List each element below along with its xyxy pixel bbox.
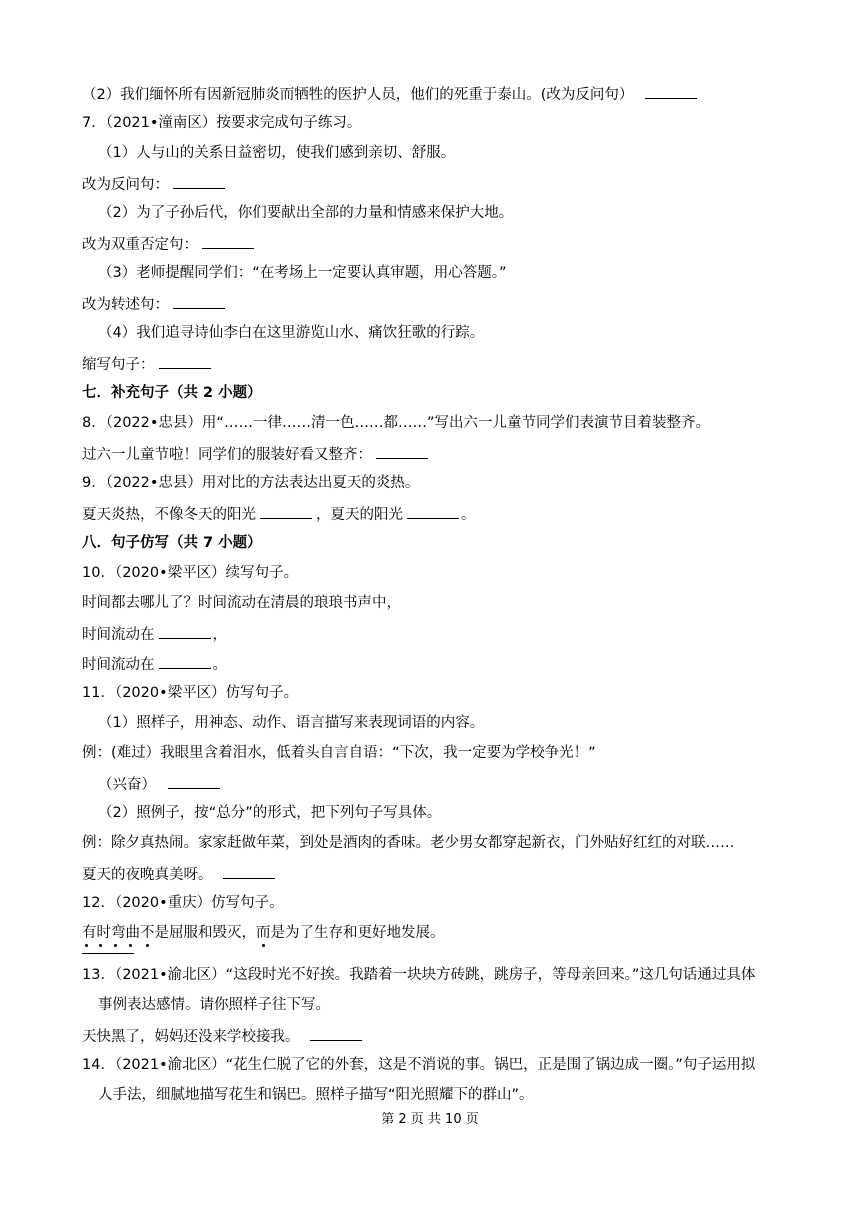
section-7-heading: 七．补充句子（共 2 小题） <box>82 385 262 401</box>
q14-title-cont: 人手法，细腻地描写花生和锅巴。照样子描写“阳光照耀下的群山”。 <box>98 1087 534 1103</box>
answer-blank <box>376 444 428 459</box>
example-text: 不 <box>140 925 155 941</box>
answer-blank <box>82 953 134 954</box>
q11-sub2-example: 例：除夕真热闹。家家赶做年菜，到处是酒肉的香味。老少男女都穿起新衣，门外贴好红红的对联…… <box>82 835 735 851</box>
q11-sub2-answer <box>82 864 782 884</box>
answer-prompt: 改为双重否定句： <box>82 237 198 253</box>
answer-prompt: 改为反问句： <box>82 177 169 193</box>
q11-title: 11．（2020•梁平区）仿写句子。 <box>82 685 299 701</box>
answer-prompt: 过六一儿童节啦！同学们的服装好看又整齐： <box>82 447 372 463</box>
emphasis-dot <box>85 944 88 947</box>
answer-prompt: 时间流动在 <box>82 627 155 643</box>
q10-example: 时间都去哪儿了？时间流动在清晨的琅琅书声中， <box>82 595 401 611</box>
q10-answer-2 <box>82 654 782 674</box>
answer-blank <box>223 864 275 879</box>
emphasis-dot <box>146 944 149 947</box>
q11-sub1-answer <box>98 774 798 794</box>
emphasis-word <box>140 925 155 941</box>
emphasis-dot <box>99 944 102 947</box>
answer-prompt: 天快黑了，妈妈还没来学校接我。 <box>82 1029 300 1045</box>
example-text: 是屈服和毁灭， <box>154 925 256 941</box>
q14-title: 14．（2021•渝北区）“花生仁脱了它的外套，这是不消说的事。锅巴，正是围了锅边成一圈。”句子运用拟 <box>82 1057 756 1073</box>
q6-sub2-text: （2）我们缅怀所有因新冠肺炎而牺牲的医护人员，他们的死重于泰山。(改为反问句） <box>82 87 634 103</box>
q7-sub2-answer <box>82 234 782 254</box>
answer-prompt: （兴奋） <box>98 777 156 793</box>
punctuation: ， <box>212 627 227 643</box>
answer-prompt: 缩写句子： <box>82 357 155 373</box>
emphasis-dot <box>114 944 117 947</box>
q8-answer <box>82 444 782 464</box>
q11-sub1-example: 例：(难过）我眼里含着泪水，低着头自言自语：“下次，我一定要为学校争光！” <box>82 745 596 761</box>
example-text: 而 <box>256 925 271 941</box>
example-text: 有时弯曲 <box>82 925 140 941</box>
q10-title: 10．（2020•梁平区）续写句子。 <box>82 565 299 581</box>
answer-blank <box>168 774 220 789</box>
answer-blank <box>159 654 211 669</box>
answer-blank <box>159 624 211 639</box>
answer-prompt: 夏天炎热，不像冬天的阳光 <box>82 507 256 523</box>
q7-sub1: （1）人与山的关系日益密切，使我们感到亲切、舒服。 <box>98 145 456 161</box>
punctuation: 。 <box>461 507 476 523</box>
q7-sub4-answer <box>82 354 782 374</box>
punctuation: 。 <box>212 657 227 673</box>
example-text: 是为了生存和更好地发展。 <box>270 925 445 941</box>
q13-title-cont: 事例表达感情。请你照样子往下写。 <box>98 997 330 1013</box>
q13-title: 13．（2021•渝北区）“这段时光不好挨。我踏着一块块方砖跳，跳房子，等母亲回来。”这几句话通过具体 <box>82 967 756 983</box>
answer-prompt: 夏天的夜晚真美呀。 <box>82 867 213 883</box>
q12-example <box>82 924 782 942</box>
q12-title: 12．（2020•重庆）仿写句子。 <box>82 895 284 911</box>
answer-blank <box>260 504 312 519</box>
answer-blank <box>202 234 254 249</box>
answer-blank <box>310 1026 362 1041</box>
answer-prompt: ，夏天的阳光 <box>316 507 403 523</box>
q6-sub2 <box>82 84 782 104</box>
q11-sub2: （2）照例子，按“总分”的形式，把下列句子写具体。 <box>98 805 442 821</box>
answer-blank <box>173 174 225 189</box>
q8-title: 8．（2022•忠县）用“……一律……清一色……都……”写出六一儿童节同学们表演节目着装整齐。 <box>82 415 710 431</box>
answer-prompt: 时间流动在 <box>82 657 155 673</box>
q13-answer <box>82 1026 782 1046</box>
emphasis-run <box>82 925 140 941</box>
q7-sub4: （4）我们追寻诗仙李白在这里游览山水、痛饮狂歌的行踪。 <box>98 325 485 341</box>
q7-title: 7．（2021•潼南区）按要求完成句子练习。 <box>82 115 362 131</box>
q7-sub2: （2）为了子孙后代，你们要献出全部的力量和情感来保护大地。 <box>98 205 514 221</box>
answer-prompt: 改为转述句： <box>82 297 169 313</box>
q9-answer <box>82 504 782 524</box>
q7-sub3-answer <box>82 294 782 314</box>
section-8-heading: 八．句子仿写（共 7 小题） <box>82 535 262 551</box>
answer-blank <box>407 504 459 519</box>
page-footer: 第 2 页 共 10 页 <box>381 1112 479 1127</box>
emphasis-dot <box>262 944 265 947</box>
answer-blank <box>159 354 211 369</box>
q10-answer-1 <box>82 624 782 644</box>
q11-sub1: （1）照样子，用神态、动作、语言描写来表现词语的内容。 <box>98 715 485 731</box>
q7-sub1-answer <box>82 174 782 194</box>
emphasis-dot <box>129 944 132 947</box>
emphasis-word <box>256 925 271 941</box>
q7-sub3: （3）老师提醒同学们：“在考场上一定要认真审题，用心答题。” <box>98 265 507 281</box>
answer-blank <box>173 294 225 309</box>
answer-blank <box>645 84 697 99</box>
q9-title: 9．（2022•忠县）用对比的方法表达出夏天的炎热。 <box>82 475 420 491</box>
